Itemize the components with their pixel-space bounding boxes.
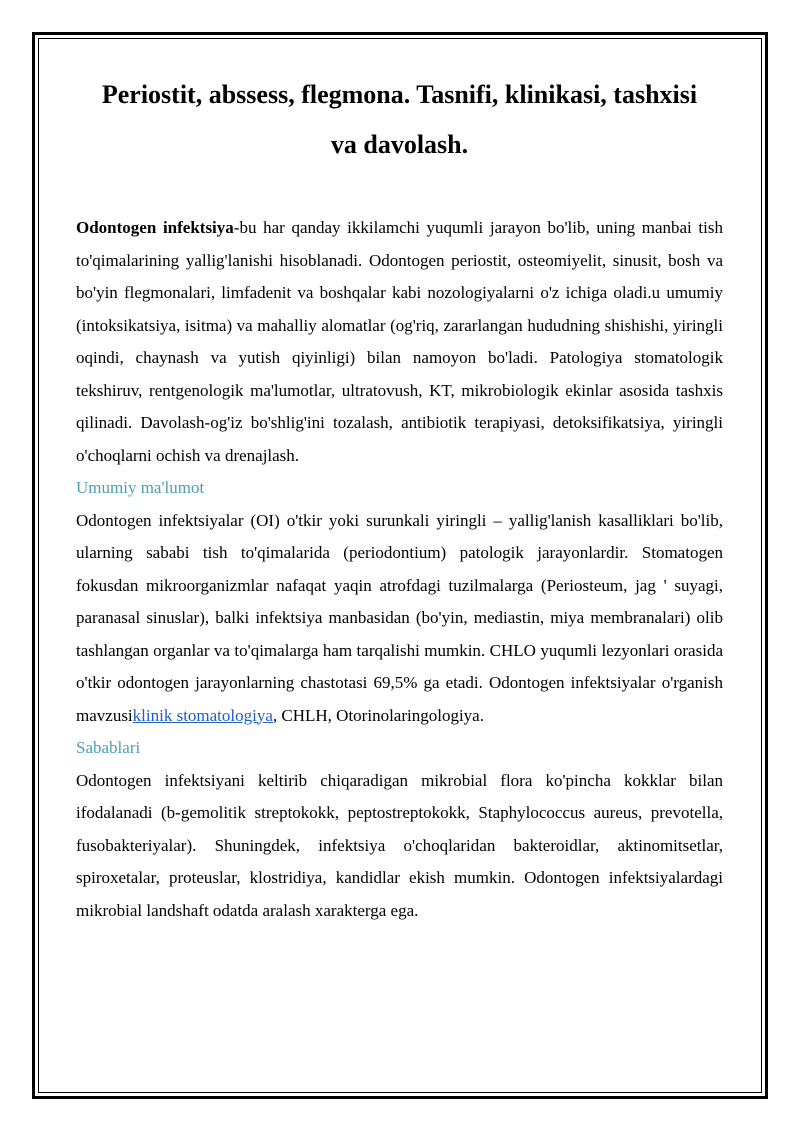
page-title [76,70,723,170]
intro-term: Odontogen infektsiya [76,218,234,237]
clinical-dentistry-link[interactable]: klinik stomatologiya [132,705,273,725]
general-text-end: , CHLH, Otorinolaringologiya. [272,705,484,725]
title-line-2: va davolash. [330,130,469,159]
general-paragraph [76,505,723,733]
document-body [76,70,723,927]
general-text: Odontogen infektsiyalar (OI) o'tkir yoki surunkali yiringli – yallig'lanish kasalliklari bo'lib, ularning sababi tish to'qimalarida (periodontium) patologik jarayonlardir. Stomatogen fokusdan mikroorganizmlar nafaqat yaqin atrofdagi tuzilmalarga (Periosteum, jag ' suyagi, paranasal sinuslar), balki infektsiya manbasidan (bo'yin, mediastin, miya membranalari) olib tashlangan organlar va to'qimalarga ham tarqalishi mumkin. CHLO yuqumli lezyonlari orasida o'tkir odontogen jarayonlarning chastotasi 69,5% ga etadi. Odontogen infektsiyalar o'rganish mavzusi [76,510,723,725]
intro-paragraph [76,212,723,472]
causes-paragraph: Odontogen infektsiyani keltirib chiqaradigan mikrobial flora ko'pincha kokklar bilan ifodalanadi (b-gemolitik streptokokk, peptostreptokokk, Staphylococcus aureus, prevotella, fusobakteriyalar). Shuningdek, infektsiya o'choqlaridan bakteroidlar, aktinomitsetlar, spiroxetalar, proteuslar, klostridiya, kandidlar ekish mumkin. Odontogen infektsiyalardagi mikrobial landshaft odatda aralash xarakterga ega. [76,770,723,920]
title-line-1: Periostit, abssess, flegmona. Tasnifi, klinikasi, tashxisi [101,80,698,109]
section-heading-causes: Sabablari [76,738,141,757]
section-heading-general: Umumiy ma'lumot [76,478,205,497]
intro-text: -bu har qanday ikkilamchi yuqumli jarayon bo'lib, uning manbai tish to'qimalarining yallig'lanishi hisoblanadi. Odontogen periostit, osteomiyelit, sinusit, bosh va bo'yin flegmonalari, limfadenit va boshqalar kabi nozologiyalarni o'z ichiga oladi.u umumiy (intoksikatsiya, isitma) va mahalliy alomatlar (og'riq, zararlangan hududning shishishi, yiringli oqindi, chaynash va yutish qiyinligi) bilan namoyon bo'ladi. Patologiya stomatologik tekshiruv, rentgenologik ma'lumotlar, ultratovush, KT, mikrobiologik ekinlar asosida tashxis qilinadi. Davolash-og'iz bo'shlig'ini tozalash, antibiotik terapiyasi, detoksifikatsiya, yiringli o'choqlarni ochish va drenajlash. [76,218,723,465]
